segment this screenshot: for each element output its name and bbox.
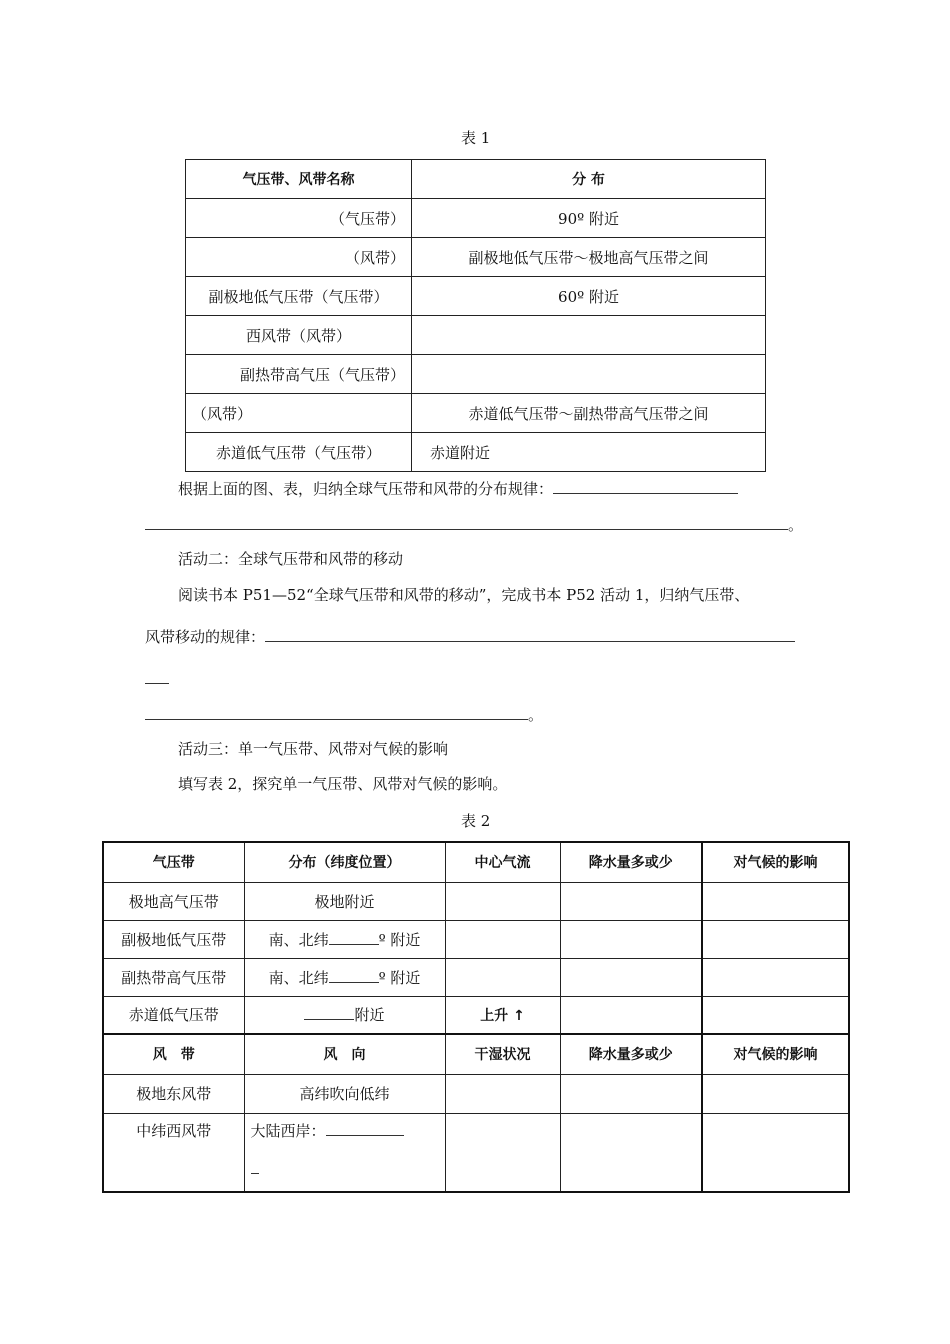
table-row [186, 316, 766, 355]
summary-answer-blank[interactable] [553, 481, 738, 494]
summary-answer-blank-2[interactable] [145, 517, 788, 530]
table2-header-precip: 降水量多或少 [560, 1034, 702, 1074]
table-row [103, 996, 849, 1034]
table2-wind-header-row [103, 1034, 849, 1074]
table1-header-dist: 分 布 [412, 160, 766, 199]
table2-cell-belt: 副极地低气压带 [103, 920, 244, 958]
activity2-line2-text: 风带移动的规律： [145, 628, 266, 646]
move-rule-blank[interactable] [265, 629, 795, 642]
table2-cell-belt: 赤道低气压带 [103, 996, 244, 1034]
table1-caption: 表 1 [461, 129, 491, 147]
location-blank[interactable] [304, 1007, 354, 1020]
move-rule-line2 [145, 670, 169, 688]
table1-cell-name: 赤道低气压带（气压带） [186, 433, 412, 472]
table2-cell-flow[interactable] [445, 958, 560, 996]
table2-caption: 表 2 [461, 812, 491, 830]
table2-cell-precip[interactable] [560, 958, 702, 996]
table2-cell-impact[interactable] [702, 1113, 849, 1192]
table2-cell-belt: 极地高气压带 [103, 882, 244, 920]
dist-value: º 附近 [378, 930, 421, 949]
latitude-blank[interactable] [329, 932, 379, 945]
table-row [186, 355, 766, 394]
dist-value: º 附近 [378, 968, 421, 987]
table1-cell-dist[interactable] [412, 355, 766, 394]
table-row [103, 1113, 849, 1192]
dist-value: 附近 [354, 1006, 385, 1025]
table2-pressure-header-row [103, 842, 849, 882]
table2-header-impact: 对气候的影响 [702, 1034, 849, 1074]
table1-cell-name: （风带） [186, 238, 412, 277]
table2-cell-impact[interactable] [702, 958, 849, 996]
table-row [186, 277, 766, 316]
dist-prefix: 南、北纬 [268, 930, 329, 949]
arrow-up-icon: ↑ [513, 1007, 525, 1024]
table2-header-wind-belt: 风 带 [103, 1034, 244, 1074]
table2-cell-wind-belt: 中纬西风带 [103, 1113, 244, 1192]
table2-cell-humidity[interactable] [445, 1074, 560, 1113]
table2-cell-impact[interactable] [702, 920, 849, 958]
move-rule-blank-3[interactable] [145, 707, 528, 720]
table2-cell-precip[interactable] [560, 996, 702, 1034]
period: 。 [788, 516, 804, 534]
table2-cell-flow [445, 996, 560, 1034]
summary-prompt [178, 478, 738, 499]
table2-cell-impact[interactable] [702, 882, 849, 920]
west-coast-blank[interactable] [326, 1123, 404, 1136]
table2-header-impact: 对气候的影响 [702, 842, 849, 882]
table1-header-name: 气压带、风带名称 [186, 160, 412, 199]
table1-cell-name: 西风带（风带） [186, 316, 412, 355]
move-rule-line3 [145, 704, 543, 725]
activity2-line2 [145, 626, 795, 647]
table2-cell-precip[interactable] [560, 882, 702, 920]
summary-prompt-text: 根据上面的图、表，归纳全球气压带和风带的分布规律： [178, 480, 554, 498]
table2-header-dist: 分布（纬度位置） [244, 842, 445, 882]
table2-header-precip: 降水量多或少 [560, 842, 702, 882]
activity3-title: 活动三：单一气压带、风带对气候的影响 [178, 740, 449, 758]
dist-value: 极地附近 [314, 892, 375, 911]
table2-cell-impact[interactable] [702, 996, 849, 1034]
table2 [102, 841, 850, 1193]
table-row [103, 1074, 849, 1113]
latitude-blank[interactable] [329, 970, 379, 983]
table-row [186, 199, 766, 238]
table1-cell-dist: 90º 附近 [412, 199, 766, 238]
table2-cell-wind-belt: 极地东风带 [103, 1074, 244, 1113]
table1-cell-dist: 副极地低气压带～极地高气压带之间 [412, 238, 766, 277]
table2-cell-humidity[interactable] [445, 1113, 560, 1192]
summary-answer-line2 [145, 514, 803, 535]
table-row [103, 882, 849, 920]
table1-cell-name: 副热带高气压（气压带） [186, 355, 412, 394]
table2-cell-dist [244, 996, 445, 1034]
table1-cell-dist: 赤道低气压带～副热带高气压带之间 [412, 394, 766, 433]
table1-cell-name: 副极地低气压带（气压带） [186, 277, 412, 316]
table-row [103, 958, 849, 996]
table2-header-wind-dir: 风 向 [244, 1034, 445, 1074]
table1-cell-dist[interactable] [412, 316, 766, 355]
wind-dir-label: 大陆西岸： [250, 1121, 326, 1140]
table-row [103, 920, 849, 958]
table2-cell-flow[interactable] [445, 920, 560, 958]
table2-cell-flow[interactable] [445, 882, 560, 920]
table2-cell-belt: 副热带高气压带 [103, 958, 244, 996]
table1-cell-name: （风带） [186, 394, 412, 433]
table-row [186, 394, 766, 433]
move-rule-blank-2[interactable] [145, 671, 169, 684]
table1 [185, 159, 766, 472]
table2-cell-precip[interactable] [560, 920, 702, 958]
west-coast-blank-2[interactable] [251, 1161, 259, 1174]
table1-cell-name: （气压带） [186, 199, 412, 238]
table2-header-flow: 中心气流 [445, 842, 560, 882]
table2-header-belt: 气压带 [103, 842, 244, 882]
table1-cell-dist: 60º 附近 [412, 277, 766, 316]
activity3-instruction: 填写表 2，探究单一气压带、风带对气候的影响。 [178, 775, 508, 793]
table2-cell-wind-dir: 高纬吹向低纬 [244, 1074, 445, 1113]
table2-cell-precip[interactable] [560, 1113, 702, 1192]
table2-cell-dist [244, 958, 445, 996]
table2-cell-dist [244, 882, 445, 920]
table2-cell-precip[interactable] [560, 1074, 702, 1113]
table-row [186, 238, 766, 277]
period: 。 [528, 706, 544, 724]
table1-header-row [186, 160, 766, 199]
table2-cell-dist [244, 920, 445, 958]
table1-cell-dist: 赤道附近 [412, 433, 766, 472]
table-row [186, 433, 766, 472]
flow-value: 上升 [480, 1007, 509, 1024]
dist-prefix: 南、北纬 [268, 968, 329, 987]
table2-header-humidity: 干湿状况 [445, 1034, 560, 1074]
table2-cell-wind-dir [244, 1113, 445, 1192]
activity2-title: 活动二：全球气压带和风带的移动 [178, 550, 404, 568]
activity2-line1: 阅读书本 P51—52“全球气压带和风带的移动”，完成书本 P52 活动 1，归纳气压带、 [178, 586, 750, 604]
table2-cell-impact[interactable] [702, 1074, 849, 1113]
